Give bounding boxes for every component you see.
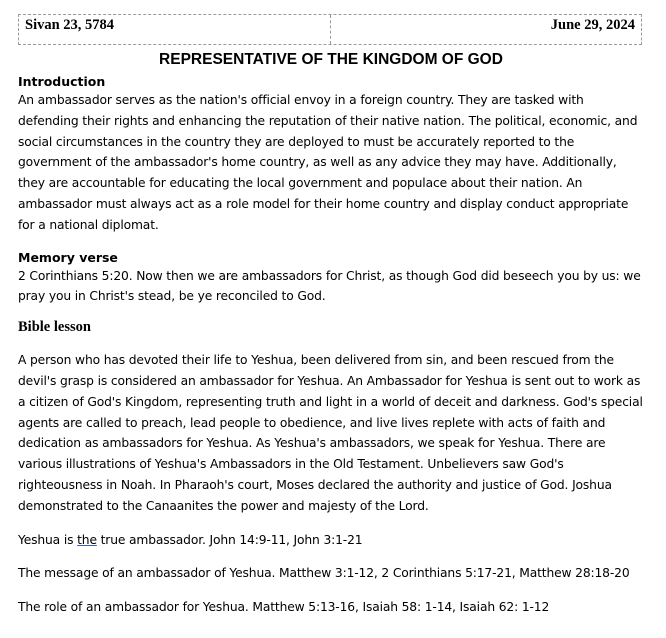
introduction-body: An ambassador serves as the nation's official envoy in a foreign country. They are tasked with defending their rights and enhancing the reputation of their native nation. The political, economic, and social circumstances in the country they are deployed to must be accurately reported to the government of the ambassador's home country, as well as any advice they may have. Additionally, they are accountable for educating the local government and populace about their nation. An ambassador must always act as a role model for their home country and display conduct appropriate for a national diplomat. — [18, 93, 638, 232]
lesson-point-1-underlined: the — [77, 532, 97, 547]
hebrew-date: Sivan 23, 5784 — [19, 15, 331, 44]
memory-verse-heading: Memory verse — [18, 249, 118, 265]
bible-lesson-heading: Bible lesson — [18, 319, 91, 336]
gregorian-date: June 29, 2024 — [550, 17, 635, 33]
lesson-point-1-start: Yeshua is — [18, 532, 78, 547]
lesson-point-1 — [18, 530, 644, 551]
memory-verse-section — [18, 250, 644, 308]
document-page — [18, 14, 644, 618]
introduction-heading: Introduction — [18, 74, 106, 89]
lesson-point-3: The role of an ambassador for Yeshua. Matthew 5:13-16, Isaiah 58: 1-14, Isaiah 62: 1-12 — [18, 600, 550, 615]
bible-lesson-section — [18, 319, 644, 516]
bible-lesson-body: A person who has devoted their life to Yeshua, been delivered from sin, and been rescued from the devil's grasp is considered an ambassador for Yeshua. An Ambassador for Yeshua is sent out to work as a citizen of God's Kingdom, representing truth and light in a world of deceit and darkness. God's special agents are called to preach, lead people to obedience, and live lives replete with acts of faith and dedication as ambassadors for Yeshua. As Yeshua's ambassadors, we speak for Yeshua. There are various illustrations of Yeshua's Ambassadors in the Old Testament. Unbelievers saw God's righteousness in Noah. In Pharaoh's court, Moses declared the authority and justice of God. Joshua demonstrated to the Canaanites the power and majesty of the Lord. — [18, 353, 643, 513]
introduction-section — [18, 74, 644, 236]
page-title: REPRESENTATIVE OF THE KINGDOM OF GOD — [159, 51, 503, 68]
date-header-table — [18, 14, 642, 45]
lesson-point-2: The message of an ambassador of Yeshua. Matthew 3:1-12, 2 Corinthians 5:17-21, Matthew 28:18-20 — [18, 566, 630, 581]
memory-verse-body: 2 Corinthians 5:20. Now then we are ambassadors for Christ, as though God did beseech you by us: we pray you in Christ's stead, be ye reconciled to God. — [18, 268, 641, 304]
lesson-point-1-end: true ambassador. John 14:9-11, John 3:1-21 — [96, 532, 363, 547]
